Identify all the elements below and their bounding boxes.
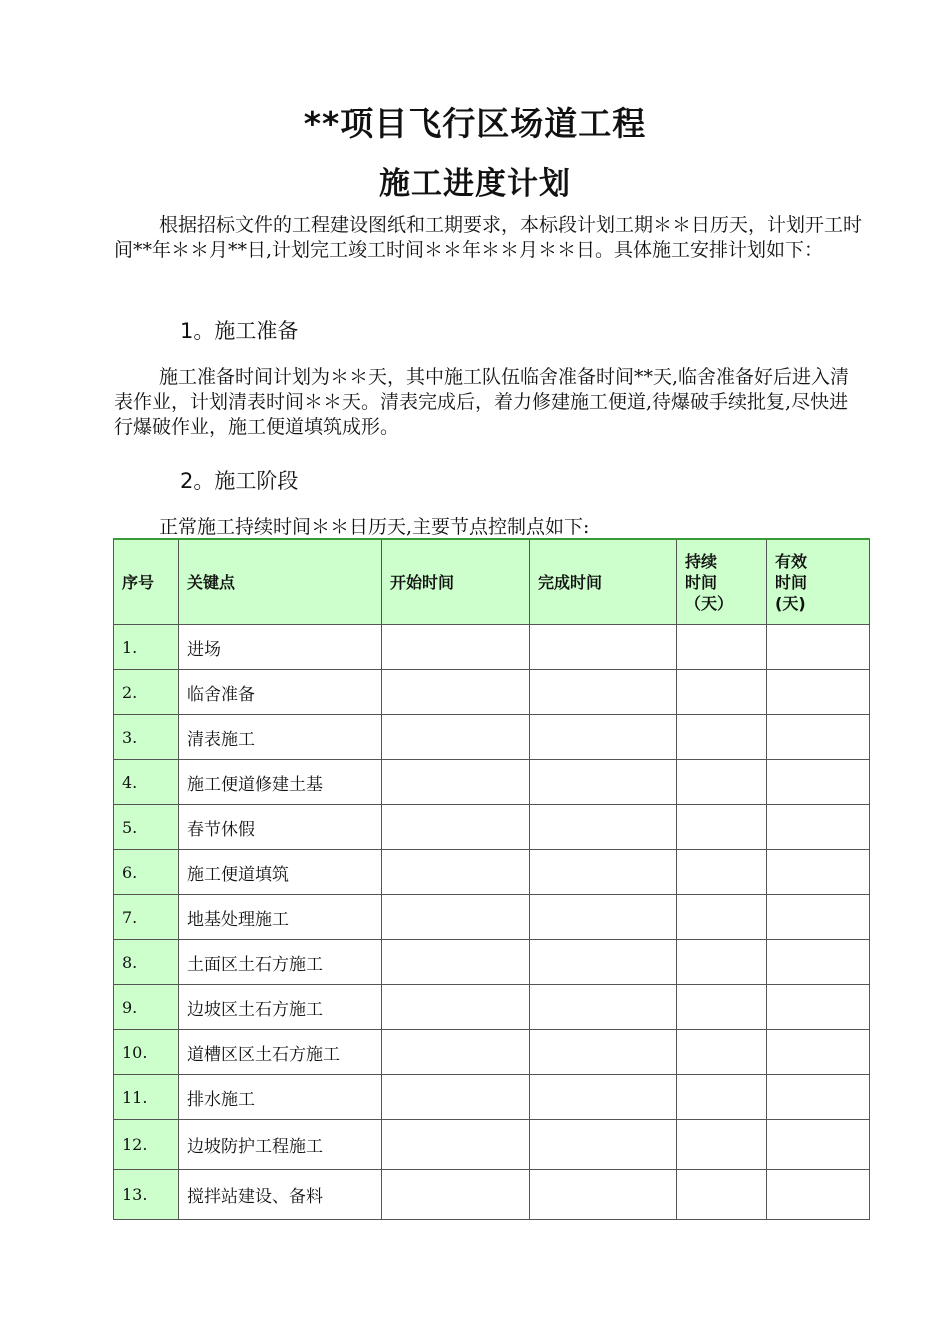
row-no: 10. — [114, 1030, 179, 1075]
row-key-point: 清表施工 — [179, 715, 382, 760]
table-row — [114, 625, 870, 670]
table-row — [114, 670, 870, 715]
row-start-cell — [382, 985, 530, 1030]
row-duration-cell — [677, 1030, 767, 1075]
intro-paragraph — [114, 213, 864, 263]
row-start-cell — [382, 625, 530, 670]
row-effective-cell — [767, 1075, 870, 1120]
table-row — [114, 1030, 870, 1075]
header-effective-line3: (天) — [775, 593, 806, 613]
row-no: 4. — [114, 760, 179, 805]
table-row — [114, 850, 870, 895]
row-end-cell — [530, 1120, 677, 1170]
row-key-point: 土面区土石方施工 — [179, 940, 382, 985]
header-end-time: 完成时间 — [530, 539, 677, 625]
table-row — [114, 760, 870, 805]
construction-paragraph — [114, 515, 864, 540]
row-effective-cell — [767, 670, 870, 715]
row-key-point: 临舍准备 — [179, 670, 382, 715]
row-end-cell — [530, 760, 677, 805]
table-row — [114, 805, 870, 850]
row-effective-cell — [767, 760, 870, 805]
row-effective-cell — [767, 1120, 870, 1170]
row-no: 7. — [114, 895, 179, 940]
table-row — [114, 1120, 870, 1170]
table-row — [114, 985, 870, 1030]
header-no: 序号 — [114, 539, 179, 625]
row-start-cell — [382, 805, 530, 850]
row-no: 13. — [114, 1170, 179, 1220]
row-key-point: 道槽区区土石方施工 — [179, 1030, 382, 1075]
row-key-point: 边坡防护工程施工 — [179, 1120, 382, 1170]
row-end-cell — [530, 1170, 677, 1220]
row-end-cell — [530, 670, 677, 715]
row-end-cell — [530, 985, 677, 1030]
table-row — [114, 1075, 870, 1120]
row-effective-cell — [767, 895, 870, 940]
row-effective-cell — [767, 715, 870, 760]
row-duration-cell — [677, 715, 767, 760]
header-key-point: 关键点 — [179, 539, 382, 625]
row-key-point: 进场 — [179, 625, 382, 670]
row-effective-cell — [767, 805, 870, 850]
row-duration-cell — [677, 625, 767, 670]
row-duration-cell — [677, 1170, 767, 1220]
row-key-point: 排水施工 — [179, 1075, 382, 1120]
row-start-cell — [382, 1030, 530, 1075]
row-start-cell — [382, 1120, 530, 1170]
header-start-time: 开始时间 — [382, 539, 530, 625]
row-duration-cell — [677, 805, 767, 850]
row-end-cell — [530, 940, 677, 985]
table-row — [114, 1170, 870, 1220]
row-effective-cell — [767, 1030, 870, 1075]
row-end-cell — [530, 715, 677, 760]
row-effective-cell — [767, 625, 870, 670]
row-effective-cell — [767, 850, 870, 895]
table-row — [114, 895, 870, 940]
row-effective-cell — [767, 940, 870, 985]
header-effective-line2: 时间 — [775, 572, 808, 592]
row-key-point: 春节休假 — [179, 805, 382, 850]
row-no: 3. — [114, 715, 179, 760]
row-key-point: 施工便道修建土基 — [179, 760, 382, 805]
row-end-cell — [530, 625, 677, 670]
row-start-cell — [382, 850, 530, 895]
header-effective — [767, 539, 870, 625]
row-duration-cell — [677, 985, 767, 1030]
row-start-cell — [382, 760, 530, 805]
preparation-paragraph — [114, 365, 864, 440]
row-no: 6. — [114, 850, 179, 895]
row-no: 9. — [114, 985, 179, 1030]
row-key-point: 搅拌站建设、备料 — [179, 1170, 382, 1220]
row-key-point: 边坡区土石方施工 — [179, 985, 382, 1030]
section-heading-preparation: 1。施工准备 — [180, 319, 299, 343]
row-no: 8. — [114, 940, 179, 985]
header-duration-line2: 时间 — [685, 572, 718, 592]
document-subtitle: 施工进度计划 — [379, 166, 571, 202]
row-effective-cell — [767, 1170, 870, 1220]
row-effective-cell — [767, 985, 870, 1030]
table-row — [114, 715, 870, 760]
table-header-row — [114, 539, 870, 625]
row-duration-cell — [677, 895, 767, 940]
row-duration-cell — [677, 850, 767, 895]
row-duration-cell — [677, 760, 767, 805]
row-key-point: 地基处理施工 — [179, 895, 382, 940]
row-start-cell — [382, 1075, 530, 1120]
row-start-cell — [382, 895, 530, 940]
header-effective-line1: 有效 — [775, 551, 808, 571]
row-end-cell — [530, 1075, 677, 1120]
row-end-cell — [530, 1030, 677, 1075]
row-duration-cell — [677, 940, 767, 985]
row-no: 1. — [114, 625, 179, 670]
section-heading-construction: 2。施工阶段 — [180, 469, 299, 493]
row-duration-cell — [677, 670, 767, 715]
header-duration-line1: 持续 — [685, 551, 718, 571]
preparation-text: 施工准备时间计划为＊＊天，其中施工队伍临舍准备时间**天,临舍准备好后进入清表作业，计划清表时间＊＊天。清表完成后，着力修建施工便道,待爆破手续批复,尽快进行爆破作业，施工便道填筑成形。 — [114, 366, 850, 438]
row-start-cell — [382, 670, 530, 715]
intro-text: 根据招标文件的工程建设图纸和工期要求，本标段计划工期＊＊日历天，计划开工时间**年＊＊月**日,计划完工竣工时间＊＊年＊＊月＊＊日。具体施工安排计划如下： — [114, 214, 863, 261]
row-start-cell — [382, 940, 530, 985]
row-end-cell — [530, 850, 677, 895]
header-duration-line3: （天） — [685, 593, 734, 613]
row-duration-cell — [677, 1120, 767, 1170]
schedule-table — [113, 538, 870, 1220]
row-end-cell — [530, 895, 677, 940]
row-start-cell — [382, 1170, 530, 1220]
header-duration — [677, 539, 767, 625]
row-duration-cell — [677, 1075, 767, 1120]
row-no: 12. — [114, 1120, 179, 1170]
row-no: 11. — [114, 1075, 179, 1120]
document-title: **项目飞行区场道工程 — [303, 104, 647, 143]
row-end-cell — [530, 805, 677, 850]
table-row — [114, 940, 870, 985]
row-no: 5. — [114, 805, 179, 850]
construction-text: 正常施工持续时间＊＊日历天,主要节点控制点如下: — [159, 516, 590, 538]
row-no: 2. — [114, 670, 179, 715]
row-start-cell — [382, 715, 530, 760]
row-key-point: 施工便道填筑 — [179, 850, 382, 895]
